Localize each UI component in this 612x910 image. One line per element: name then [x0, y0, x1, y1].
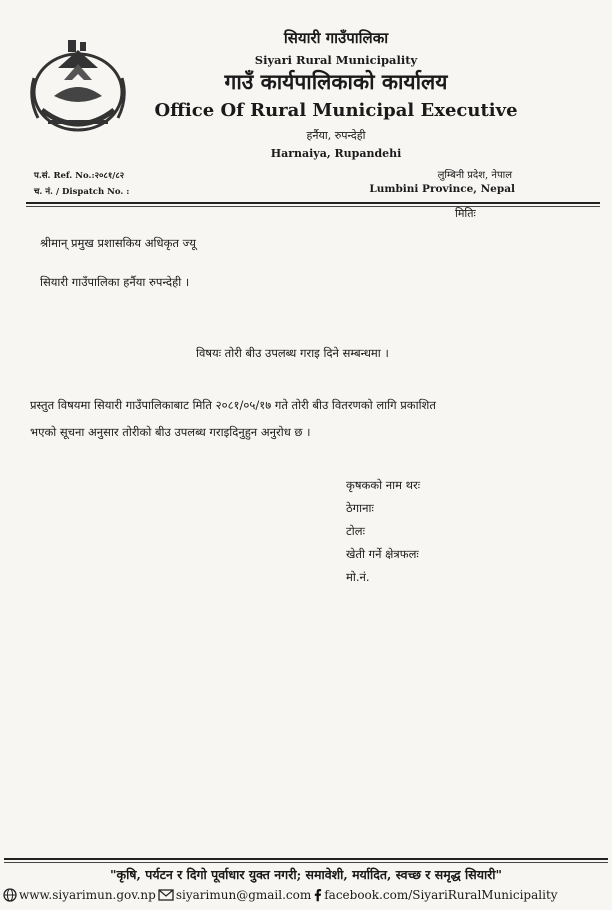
- field-address: ठेगानाः: [346, 501, 374, 515]
- email-link[interactable]: siyarimun@gmail.com: [175, 888, 312, 902]
- field-mobile-number: मो.नं.: [346, 570, 370, 584]
- office-name-en: Office Of Rural Municipal Executive: [154, 100, 518, 121]
- addressee-line-1: श्रीमान् प्रमुख प्रशासकिय अधिकृत ज्यू: [40, 236, 196, 250]
- dispatch-number: च. नं. / Dispatch No. :: [34, 187, 130, 197]
- date-label: मितिः: [455, 207, 476, 220]
- subject-line: विषयः तोरी बीउ उपलब्ध गराइ दिने सम्बन्धमा ।: [196, 346, 389, 360]
- footer-contacts: [3, 888, 609, 902]
- place-en: Harnaiya, Rupandehi: [270, 147, 402, 160]
- body-paragraph-line-1: प्रस्तुत विषयमा सियारी गाउँपालिकाबाट मिति २०८१/०५/१७ गते तोरी बीउ वितरणको लागि प्रकाशित: [30, 398, 436, 412]
- field-tole: टोलः: [346, 524, 365, 538]
- header-divider: [26, 202, 600, 204]
- office-name-np: गाउँ कार्यपालिकाको कार्यालय: [224, 69, 448, 94]
- mail-icon: [158, 888, 174, 902]
- field-farmer-name: कृषकको नाम थरः: [346, 478, 421, 492]
- municipality-name-np: सियारी गाउँपालिका: [283, 29, 389, 47]
- facebook-link[interactable]: facebook.com/SiyariRuralMunicipality: [324, 888, 558, 902]
- municipality-name-en: Siyari Rural Municipality: [254, 53, 418, 67]
- province-np: लुम्बिनी प्रदेश, नेपाल: [437, 170, 512, 181]
- footer-divider: [4, 858, 608, 860]
- globe-icon: [3, 888, 17, 902]
- reference-number: प.सं. Ref. No.:२०८१/८२: [34, 171, 125, 181]
- applicant-fields: [346, 474, 420, 589]
- footer-divider-thin: [4, 862, 608, 863]
- place-np: हर्नैया, रुपन्देही: [306, 129, 366, 142]
- website-link[interactable]: www.siyarimun.gov.np: [19, 888, 156, 902]
- province-en: Lumbini Province, Nepal: [369, 183, 515, 195]
- body-paragraph-line-2: भएको सूचना अनुसार तोरीको बीउ उपलब्ध गराइदिनुहुन अनुरोध छ ।: [30, 425, 311, 439]
- facebook-icon: [313, 888, 322, 902]
- header-divider-thin: [26, 206, 600, 207]
- footer-slogan: "कृषि, पर्यटन र दिगो पूर्वाधार युक्त नगरी; समावेशी, मर्यादित, स्वच्छ र समृद्ध सियारी": [109, 867, 503, 882]
- field-farm-area: खेती गर्ने क्षेत्रफलः: [346, 547, 419, 561]
- addressee-line-2: सियारी गाउँपालिका हर्नैया रुपन्देही ।: [40, 275, 190, 289]
